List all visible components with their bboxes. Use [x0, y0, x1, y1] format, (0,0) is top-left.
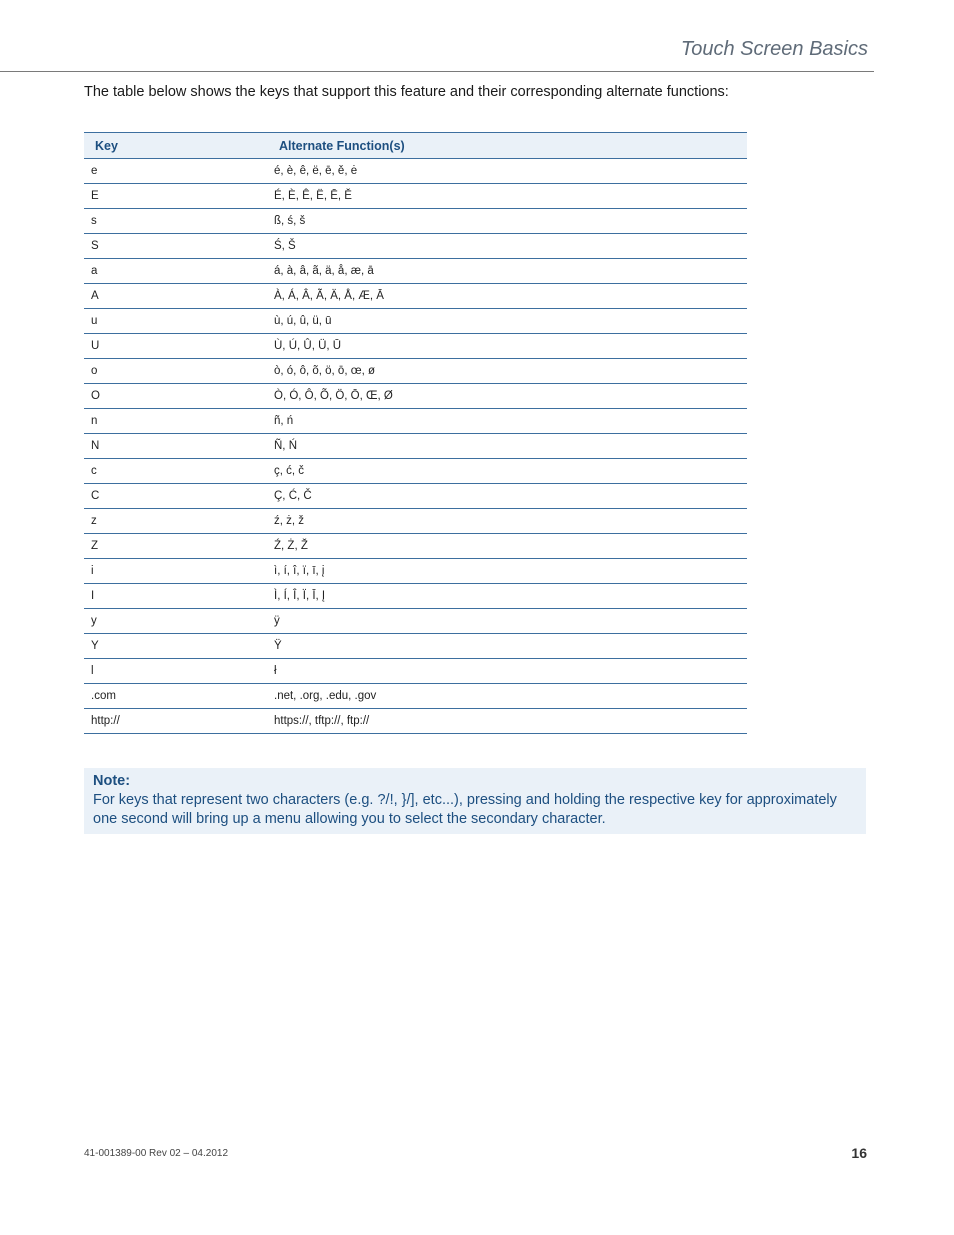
table-row — [84, 184, 747, 209]
alternate-function-cell: Ñ, Ń — [267, 434, 747, 459]
key-cell: c — [84, 459, 267, 484]
table-body — [84, 159, 747, 734]
alternate-function-cell: Ź, Ż, Ž — [267, 534, 747, 559]
table-row — [84, 209, 747, 234]
note-box — [84, 768, 866, 834]
alternate-function-cell: Ò, Ó, Ô, Õ, Ö, Ō, Œ, Ø — [267, 384, 747, 409]
alternate-function-cell: Ù, Ú, Û, Ü, Ū — [267, 334, 747, 359]
alternate-function-cell: Ç, Ć, Č — [267, 484, 747, 509]
key-cell: C — [84, 484, 267, 509]
alternate-function-cell: Ì, Í, Î, Ï, Ī, Į — [267, 584, 747, 609]
alternate-function-cell: ź, ż, ž — [267, 509, 747, 534]
table-row — [84, 284, 747, 309]
table-row — [84, 409, 747, 434]
note-title: Note: — [93, 773, 131, 789]
alternate-function-cell: ñ, ń — [267, 409, 747, 434]
table-row — [84, 509, 747, 534]
table-row — [84, 709, 747, 734]
table-row — [84, 259, 747, 284]
key-cell: I — [84, 584, 267, 609]
key-cell: Y — [84, 634, 267, 659]
table-row — [84, 484, 747, 509]
key-cell: e — [84, 159, 267, 184]
page-number: 16 — [851, 1145, 867, 1161]
key-cell: S — [84, 234, 267, 259]
column-header-key: Key — [84, 133, 267, 159]
key-cell: n — [84, 409, 267, 434]
page-header-title: Touch Screen Basics — [680, 38, 868, 60]
key-cell: u — [84, 309, 267, 334]
table-row — [84, 459, 747, 484]
table-row — [84, 334, 747, 359]
table-row — [84, 584, 747, 609]
alternate-function-cell: À, Á, Â, Ã, Ä, Å, Æ, Ā — [267, 284, 747, 309]
key-cell: y — [84, 609, 267, 634]
key-cell: a — [84, 259, 267, 284]
table-row — [84, 534, 747, 559]
intro-paragraph: The table below shows the keys that support this feature and their corresponding alternate functions: — [84, 84, 729, 100]
key-cell: i — [84, 559, 267, 584]
table-row — [84, 559, 747, 584]
table-row — [84, 309, 747, 334]
key-cell: N — [84, 434, 267, 459]
alternate-function-cell: á, à, â, ã, ä, å, æ, ā — [267, 259, 747, 284]
footer-document-id: 41-001389-00 Rev 02 – 04.2012 — [84, 1148, 229, 1159]
alternate-functions-table — [84, 132, 747, 734]
header-divider — [0, 71, 874, 72]
alternate-function-cell: ì, í, î, ï, ī, į — [267, 559, 747, 584]
table-row — [84, 359, 747, 384]
key-cell: O — [84, 384, 267, 409]
table-row — [84, 659, 747, 684]
table-row — [84, 384, 747, 409]
alternate-function-cell: .net, .org, .edu, .gov — [267, 684, 747, 709]
alternate-function-cell: ß, ś, š — [267, 209, 747, 234]
table-row — [84, 634, 747, 659]
column-header-alternate-functions: Alternate Function(s) — [267, 133, 747, 159]
key-cell: s — [84, 209, 267, 234]
table-row — [84, 609, 747, 634]
table-row — [84, 684, 747, 709]
key-cell: Z — [84, 534, 267, 559]
alternate-function-cell: ł — [267, 659, 747, 684]
key-cell: http:// — [84, 709, 267, 734]
alternate-function-cell: https://, tftp://, ftp:// — [267, 709, 747, 734]
note-body: For keys that represent two characters (e.g. ?/!, }/], etc...), pressing and holding the respective key for approximately one second will bring up a menu allowing you to select the secondary character. — [93, 792, 837, 827]
table-row — [84, 234, 747, 259]
key-cell: o — [84, 359, 267, 384]
key-cell: E — [84, 184, 267, 209]
alternate-function-cell: é, è, ê, ë, ē, ě, ė — [267, 159, 747, 184]
alternate-function-cell: ò, ó, ô, õ, ö, ō, œ, ø — [267, 359, 747, 384]
key-cell: .com — [84, 684, 267, 709]
alternate-function-cell: Ś, Š — [267, 234, 747, 259]
alternate-function-cell: Ÿ — [267, 634, 747, 659]
key-cell: l — [84, 659, 267, 684]
key-cell: z — [84, 509, 267, 534]
alternate-function-cell: É, È, Ê, Ë, Ē, Ě — [267, 184, 747, 209]
table-row — [84, 434, 747, 459]
alternate-function-cell: ù, ú, û, ü, ū — [267, 309, 747, 334]
key-cell: U — [84, 334, 267, 359]
table-header-row — [84, 133, 747, 159]
key-cell: A — [84, 284, 267, 309]
table-row — [84, 159, 747, 184]
alternate-function-cell: ÿ — [267, 609, 747, 634]
alternate-function-cell: ç, ć, č — [267, 459, 747, 484]
